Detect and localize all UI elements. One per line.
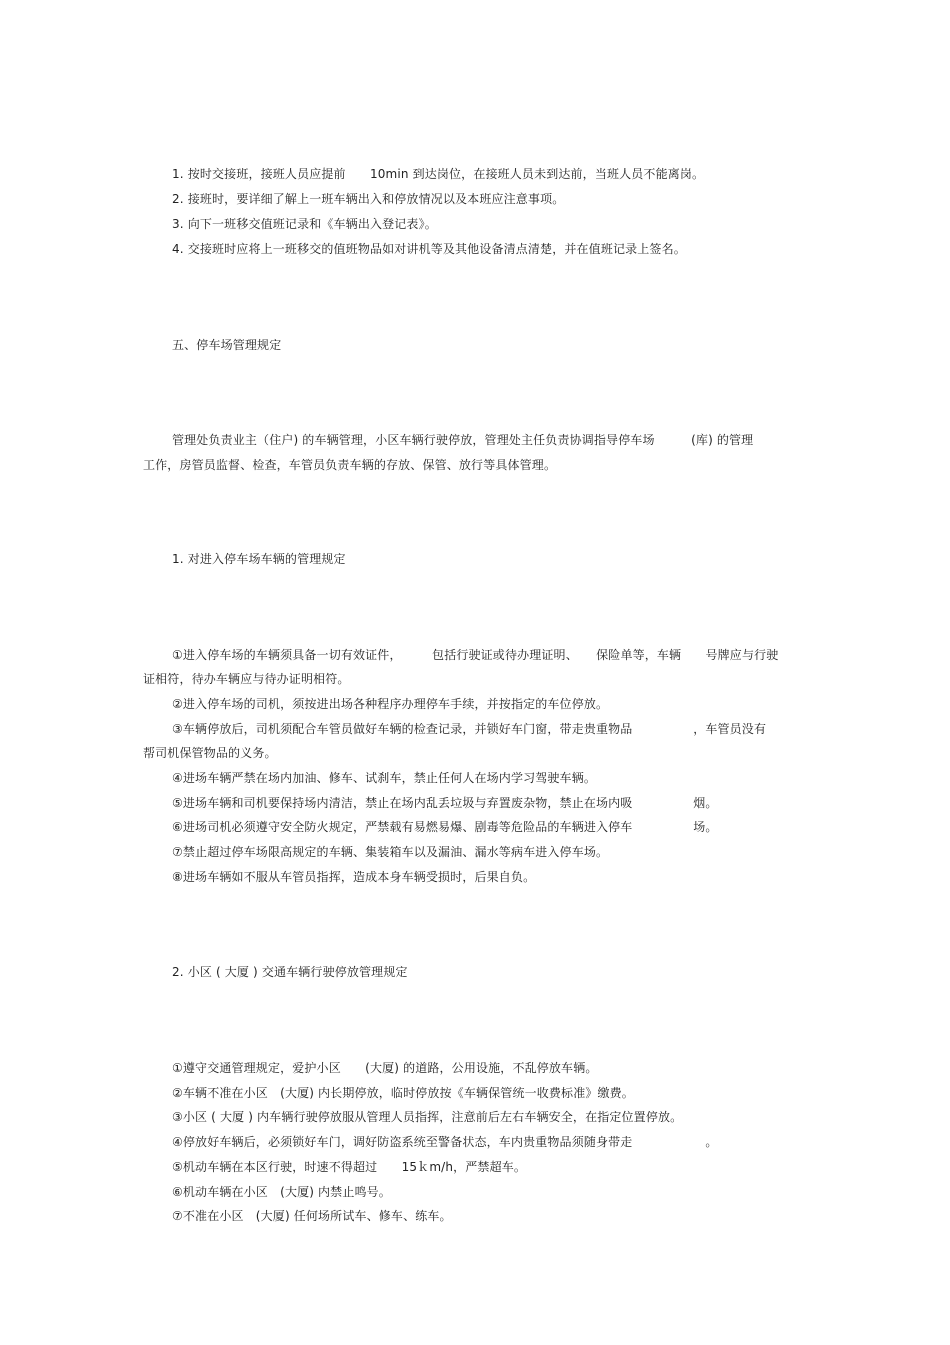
entry-rule-1-line-2: 证相符，待办车辆应与待办证明相符。 [143, 672, 350, 686]
intro-paragraph-line-2: 工作，房管员监督、检查，车管员负责车辆的存放、保管、放行等具体管理。 [143, 458, 557, 472]
handover-item-2: 2. 接班时，要详细了解上一班车辆出入和停放情况以及本班应注意事项。 [172, 192, 565, 206]
traffic-rule-4: ④停放好车辆后，必须锁好车门，调好防盗系统至警备状态，车内贵重物品须随身带走 。 [172, 1135, 718, 1149]
traffic-rule-1: ①遵守交通管理规定，爱护小区 (大厦) 的道路，公用设施，不乱停放车辆。 [172, 1061, 598, 1075]
entry-rule-1-line-1: ①进入停车场的车辆须具备一切有效证件， 包括行驶证或待办理证明、 保险单等，车辆 号牌应与行驶 [172, 648, 779, 662]
entry-rule-5: ⑤进场车辆和司机要保持场内清洁，禁止在场内乱丢垃圾与弃置废杂物，禁止在场内吸 烟。 [172, 796, 718, 810]
entry-rule-4: ④进场车辆严禁在场内加油、修车、试刹车，禁止任何人在场内学习驾驶车辆。 [172, 771, 597, 785]
subsection-heading-entry-rules: 1. 对进入停车场车辆的管理规定 [172, 552, 346, 566]
traffic-rule-6: ⑥机动车辆在小区 (大厦) 内禁止鸣号。 [172, 1185, 391, 1199]
entry-rule-3-line-1: ③车辆停放后，司机须配合车管员做好车辆的检查记录，并锁好车门窗，带走贵重物品 ，车管员没有 [172, 722, 767, 736]
handover-item-4: 4. 交接班时应将上一班移交的值班物品如对讲机等及其他设备清点清楚，并在值班记录上签名。 [172, 242, 686, 256]
entry-rule-8: ⑧进场车辆如不服从车管员指挥，造成本身车辆受损时，后果自负。 [172, 870, 536, 884]
traffic-rule-7: ⑦不准在小区 (大厦) 任何场所试车、修车、练车。 [172, 1209, 452, 1223]
traffic-rule-2: ②车辆不准在小区 (大厦) 内长期停放，临时停放按《车辆保管统一收费标准》缴费。 [172, 1086, 634, 1100]
handover-item-3: 3. 向下一班移交值班记录和《车辆出入登记表》。 [172, 217, 437, 231]
section-heading-parking-rules: 五、停车场管理规定 [172, 338, 282, 352]
entry-rule-7: ⑦禁止超过停车场限高规定的车辆、集装箱车以及漏油、漏水等病车进入停车场。 [172, 845, 609, 859]
traffic-rule-5: ⑤机动车辆在本区行驶，时速不得超过 15ｋm/h，严禁超车。 [172, 1160, 527, 1174]
subsection-heading-traffic-rules: 2. 小区 ( 大厦 ) 交通车辆行驶停放管理规定 [172, 965, 408, 979]
entry-rule-2: ②进入停车场的司机，须按进出场各种程序办理停车手续，并按指定的车位停放。 [172, 697, 609, 711]
entry-rule-3-line-2: 帮司机保管物品的义务。 [143, 746, 277, 760]
traffic-rule-3: ③小区 ( 大厦 ) 内车辆行驶停放服从管理人员指挥，注意前后左右车辆安全，在指定位置停放。 [172, 1110, 683, 1124]
entry-rule-6: ⑥进场司机必须遵守安全防火规定，严禁载有易燃易爆、剧毒等危险品的车辆进入停车 场。 [172, 820, 718, 834]
intro-paragraph-line-1: 管理处负责业主（住户) 的车辆管理，小区车辆行驶停放，管理处主任负责协调指导停车场 (库) 的管理 [172, 433, 754, 447]
handover-item-1: 1. 按时交接班，接班人员应提前 10min 到达岗位，在接班人员未到达前，当班人员不能离岗。 [172, 167, 705, 181]
